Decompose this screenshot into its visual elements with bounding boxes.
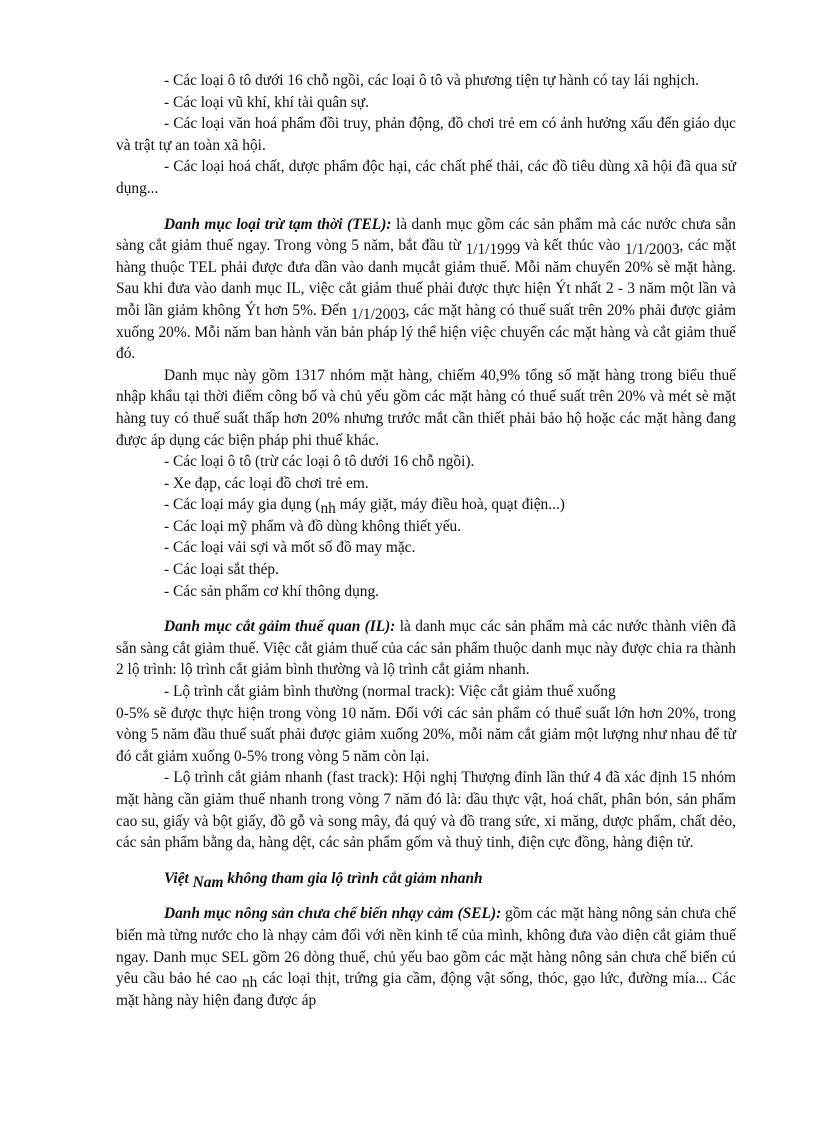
il-heading: Danh mục cắt gảim thuế quan (IL): <box>164 618 396 636</box>
vietnam-note-text: Việt <box>164 869 193 887</box>
list-item: - Xe đạp, các loại đồ chơi trẻ em. <box>164 474 369 492</box>
tel-text: và kết thúc vào <box>520 237 625 255</box>
list-item: - Các loại ô tô (trừ các loại ô tô dưới 16 chỗ ngồi). <box>164 453 475 471</box>
list-item <box>116 494 736 516</box>
list-item: - Các loại ô tô dưới 16 chỗ ngồi, các loại ô tô và phương tiện tự hành có tay lái nghịch. <box>164 72 699 89</box>
list-item: - Các loại vũ khí, khí tài quân sự. <box>164 93 369 111</box>
paragraph-gap <box>116 889 736 903</box>
tel-text: là danh mục gồm các sản phẩm mà các nước chưa sẵn sàng cắt giảm thuế ngay. Trong vòng 5 năm, bắt đầu từ <box>116 215 736 255</box>
tel-date-end: 1/1/2003 <box>624 241 680 259</box>
list-item: - Các loại sắt thép. <box>164 561 279 579</box>
sel-subscript: nh <box>241 974 258 992</box>
list-item: - Các loại vải sợi và mốt số đồ may mặc. <box>164 539 416 557</box>
document-page <box>116 70 736 1011</box>
tel-paragraph <box>116 214 736 365</box>
paragraph-gap <box>116 854 736 868</box>
list-item: - Các sản phẩm cơ khí thông dụng. <box>164 582 380 600</box>
il-paragraph <box>116 616 736 681</box>
tel-text: , các mặt hàng thuộc TEL phải được đưa dần vào danh mụcắt giảm thuế. Mỗi năm chuyển 20% sè mặt hàng. Sau khi đưa vào danh mục IL, việc cắt giảm thuế phải được thực hiện Ýt nhất 2 - 3 năm một lần và mỗi lần giảm không Ýt hơn 5%. Đến <box>116 237 736 319</box>
vietnam-note <box>116 868 736 890</box>
list-item: - Các loại hoá chất, dược phẩm độc hại, các chất phế thải, các đồ tiêu dùng xã hội đã qua sử dụng... <box>116 158 736 197</box>
paragraph-gap <box>116 602 736 616</box>
vietnam-note-text: không tham gia lộ trình cắt giảm nhanh <box>223 869 483 887</box>
list-item: - Các loại văn hoá phẩm đồi truy, phản động, đồ chơi trẻ em có ảnh hưởng xấu đến giáo dục và trật tự an toàn xã hội. <box>116 115 736 154</box>
sel-text: gồm các mặt hàng nông sản chưa chế biến mà từng nước cho là nhạy cảm đối với nền kinh tế của mình, không đưa vào diện cắt giảm thuế ngay. Danh mục SEL gồm 26 dòng thuế, chủ yếu bao gồm các mặt hàng nông sản chưa chế biến cú yêu cầu bảo hé cao <box>116 905 736 988</box>
il-text: là danh mục các sản phẩm mà các nước thành viên đã sẵn sàng cắt giảm thuế. Việc cắt giảm thuế của các sản phẩm thuộc danh mục này được chia ra thành 2 lộ trình: lộ trình cắt giảm bình thường và lộ trình cắt giảm nhanh. <box>116 618 736 679</box>
sel-paragraph <box>116 903 736 1011</box>
normal-track-text: 0-5% sẽ được thực hiện trong vòng 10 năm. Đối với các sản phẩm có thuế suất lớn hơn 20%, trong vòng 5 năm đầu thuế suất phải được giảm xuống 20%, mỗi năm cắt giảm một lượng như nhau để từ đó cắt giảm xuống 0-5% trong vòng 5 năm còn lại. <box>116 704 736 765</box>
tel-date-start: 1/1/1999 <box>465 241 521 259</box>
tel-text: , các mặt hàng có thuế suất trên 20% phải được giảm xuống 20%. Mỗi năm ban hành văn bản pháp lý thể hiện việc chuyển các mặt hàng và cắt giảm thuế đó. <box>116 301 736 363</box>
list-item: - Các loại mỹ phẩm và đồ dùng không thiết yếu. <box>164 517 462 535</box>
sel-text: các loại thịt, trứng gia cầm, động vật sống, thóc, gạo lức, đường mía... Các mặt hàng này hiện đang được áp <box>116 970 736 1009</box>
paragraph-gap <box>116 200 736 214</box>
fast-track-text: - Lộ trình cắt giảm nhanh (fast track): Hội nghị Thượng đỉnh lần thứ 4 đã xác định 15 nhóm mặt hàng cần giảm thuế nhanh trong vòng 7 năm đó là: dầu thực vật, hoá chất, phân bón, sản phẩm cao su, giấy và bột giấy, đồ gỗ và song mây, đá quý và đồ trang sức, xi măng, dược phẩm, chất dẻo, các sản phẩm bằng da, hàng dệt, các sản phẩm gốm và thuỷ tinh, điện cực đồng, hàng điện tử. <box>116 769 736 852</box>
appliance-text: máy giặt, máy điều hoà, quạt điện...) <box>335 496 565 514</box>
tel-date-deadline: 1/1/2003 <box>350 305 406 323</box>
sel-heading: Danh mục nông sản chưa chế biến nhạy cảm (SEL): <box>164 905 502 923</box>
appliance-text: - Các loại máy gia dụng ( <box>164 496 321 514</box>
appliance-subscript: nh <box>320 500 336 518</box>
tel-description: Danh mục này gồm 1317 nhóm mặt hàng, chiếm 40,9% tổng số mặt hàng trong biểu thuế nhập khẩu tại thời điểm công bố và chủ yếu gồm các mặt hàng có thuế suất trên 20% và mét sè mặt hàng tuy có thuế suất thấp hơn 20% nhưng trước mắt cần thiết phải bảo hộ hoặc các mặt hàng đang được áp dụng các biện pháp phi thuế khác. <box>116 366 736 449</box>
normal-track-lead: - Lộ trình cắt giảm bình thường (normal track): Việc cắt giảm thuế xuống <box>164 683 616 701</box>
tel-heading: Danh mục loại trừ tạm thời (TEL): <box>164 215 392 233</box>
vietnam-note-subscript: Nam <box>192 873 224 891</box>
